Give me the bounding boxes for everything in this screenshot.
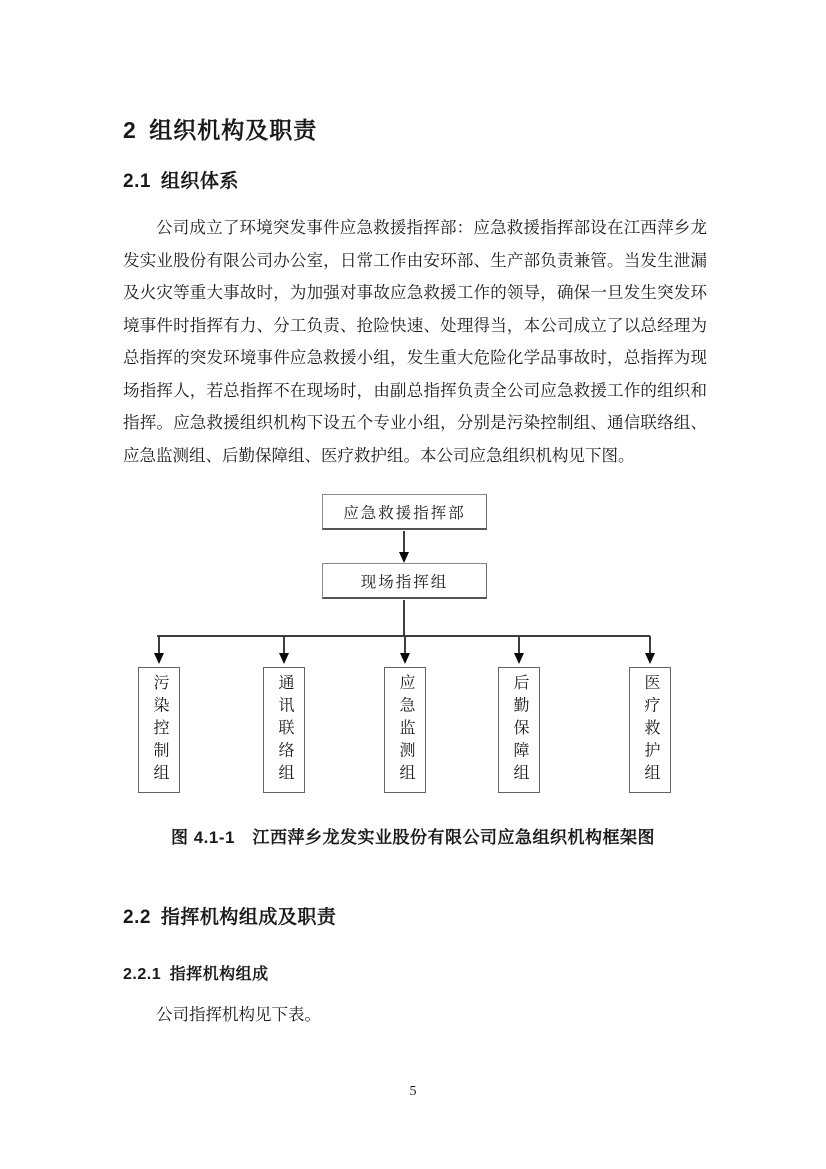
connector-line	[649, 636, 651, 653]
connector-line	[403, 531, 405, 552]
body-paragraph-2: 公司指挥机构见下表。	[156, 1005, 321, 1024]
org-box-command-headquarters	[322, 494, 487, 530]
org-box-group-emergency-monitoring	[384, 667, 426, 793]
section-heading-2-2: 2.2 指挥机构组成及职责	[123, 907, 337, 928]
paragraph-line: 场指挥人，若总指挥不在现场时，由副总指挥负责全公司应急救援工作的组织和	[123, 380, 707, 400]
chapter-heading: 2 组织机构及职责	[123, 117, 318, 143]
org-box-label: 现场指挥组	[360, 573, 449, 591]
paragraph-line: 公司成立了环境突发事件应急救援指挥部：应急救援指挥部设在江西萍乡龙	[156, 218, 707, 237]
page-number: 5	[409, 1084, 417, 1099]
org-box-label: 后勤保障组	[511, 673, 528, 787]
subsection-heading-2-2-1: 2.2.1 指挥机构组成	[123, 966, 269, 983]
arrow-down-icon	[514, 653, 524, 664]
arrow-down-icon	[645, 653, 655, 664]
connector-line	[158, 636, 160, 653]
paragraph-line: 应急监测组、后勤保障组、医疗救护组。本公司应急组织机构见下图。	[123, 445, 635, 465]
org-box-label: 污染控制组	[151, 673, 168, 787]
paragraph-line: 境事件时指挥有力、分工负责、抢险快速、处理得当，本公司成立了以总经理为	[123, 315, 707, 335]
paragraph-line: 总指挥的突发环境事件应急救援小组，发生重大危险化学品事故时，总指挥为现	[123, 348, 707, 367]
org-box-group-medical-rescue	[629, 667, 671, 793]
arrow-down-icon	[399, 552, 409, 563]
connector-line	[403, 600, 405, 636]
figure-caption: 图 4.1-1 江西萍乡龙发实业股份有限公司应急组织机构框架图	[171, 828, 655, 847]
arrow-down-icon	[154, 653, 164, 664]
org-box-label: 应急监测组	[397, 673, 414, 787]
connector-line	[518, 636, 520, 653]
paragraph-line: 及火灾等重大事故时，为加强对事故应急救援工作的领导，确保一旦发生突发环	[123, 283, 707, 302]
connector-line	[404, 636, 406, 653]
arrow-down-icon	[279, 653, 289, 664]
org-box-group-pollution-control	[138, 667, 180, 793]
org-box-field-command	[322, 563, 487, 599]
org-box-group-logistics-support	[498, 667, 540, 793]
body-paragraph	[123, 212, 707, 472]
org-box-group-communication-liaison	[263, 667, 305, 793]
section-heading-2-1: 2.1 组织体系	[123, 171, 239, 192]
paragraph-line: 指挥。应急救援组织机构下设五个专业小组，分别是污染控制组、通信联络组、	[123, 413, 707, 432]
connector-line	[283, 636, 285, 653]
org-box-label: 医疗救护组	[642, 673, 659, 787]
org-box-label: 应急救援指挥部	[343, 504, 466, 522]
arrow-down-icon	[400, 653, 410, 664]
paragraph-line: 发实业股份有限公司办公室，日常工作由安环部、生产部负责兼管。当发生泄漏	[123, 250, 707, 270]
org-box-label: 通讯联络组	[276, 673, 293, 787]
